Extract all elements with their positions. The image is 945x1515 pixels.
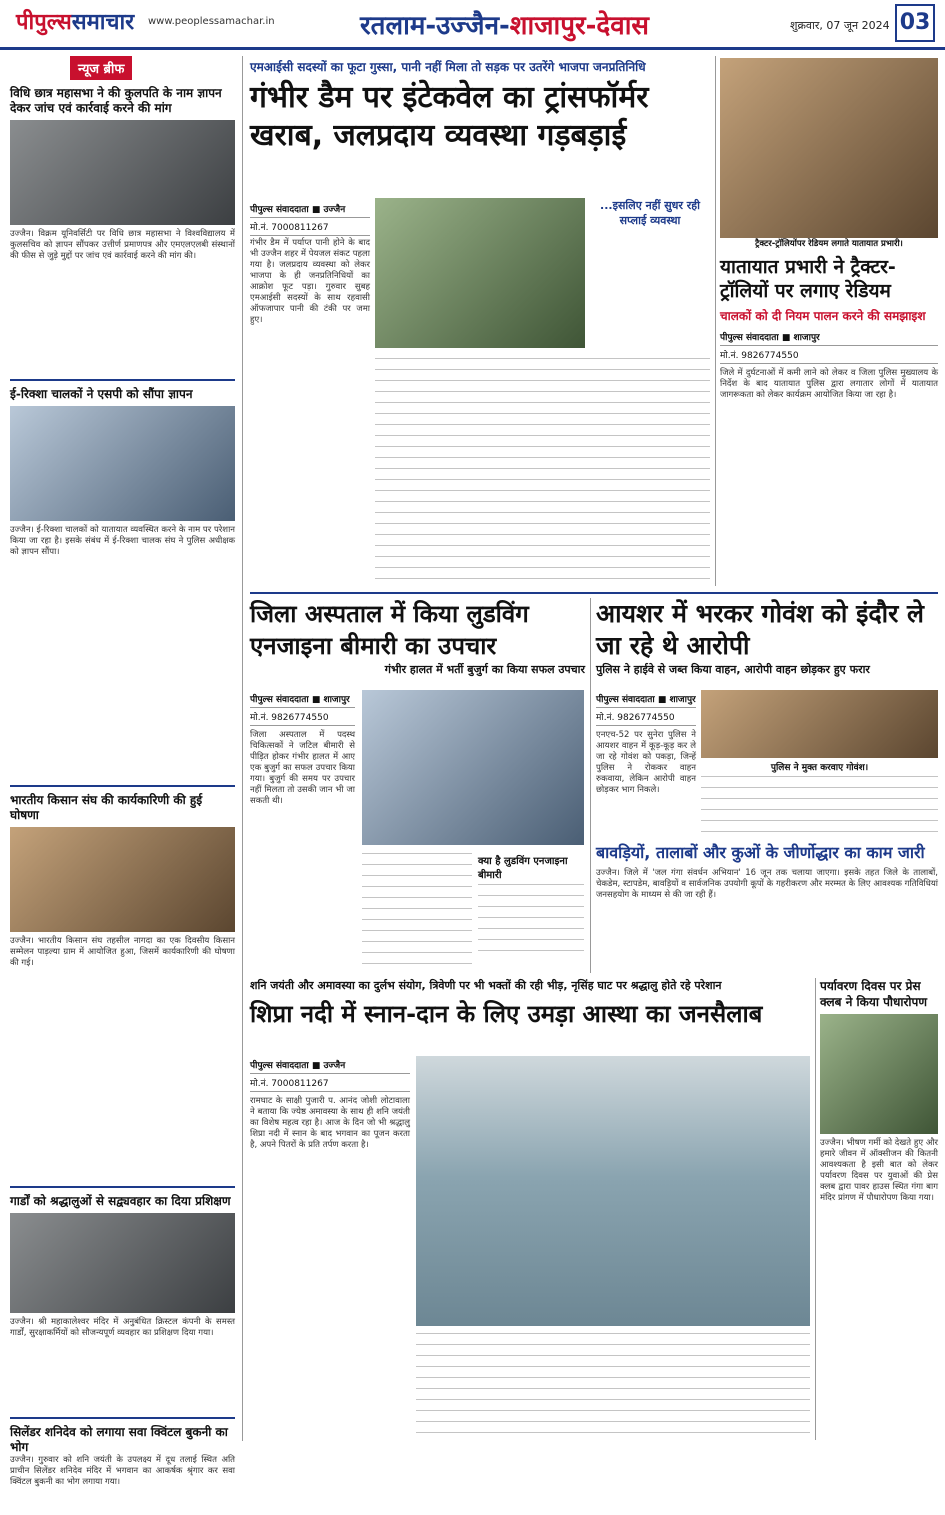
traffic-headline[interactable]: यातायात प्रभारी ने ट्रैक्टर-ट्रॉलियों पर लगाए रेडियम <box>720 256 896 302</box>
env-story <box>820 978 938 1440</box>
hospital-byline-block <box>250 690 355 965</box>
shipra-body-continued <box>416 1333 810 1433</box>
brief-1 <box>10 86 235 374</box>
divider <box>10 785 235 787</box>
shipra-story <box>250 978 810 1440</box>
shipra-byline-block <box>250 1056 410 1436</box>
brief-photo <box>10 827 235 932</box>
lead-headline-2[interactable]: खराब, जलप्रदाय व्यवस्था गड़बड़ाई <box>250 118 627 153</box>
news-brief-tag: न्यूज ब्रीफ <box>70 56 132 80</box>
shipra-body: रामघाट के साक्षी पुजारी प. आनंद जोशी लोटावाला ने बताया कि ज्येष्ठ अमावस्या के साथ ही शनि जयंती का विशेष महत्व रहा है। आज के दिन जो भी श्रद्धालु शिप्रा नदी में स्नान के बाद भगवान का पूजन करता है, अपने पितरों के प्रति तर्पण करता है। <box>250 1096 410 1150</box>
brief-body: उज्जैन। भारतीय किसान संघ तहसील नागदा का एक दिवसीय किसान सम्मेलन पाड़ल्या ग्राम में आयोजित हुआ, जिसमें कार्यकारिणी की घोषणा की गई। <box>10 936 235 968</box>
logo-part-1: पीपुल्स <box>16 10 72 35</box>
column-rule <box>815 978 816 1440</box>
divider <box>10 379 235 381</box>
website-url[interactable]: www.peoplessamachar.in <box>148 16 275 27</box>
hospital-headline[interactable]: जिला अस्पताल में किया लुडविंग एनजाइना बीमारी का उपचार <box>250 600 529 660</box>
news-brief-column <box>10 56 235 1487</box>
issue-date: शुक्रवार, 07 जून 2024 <box>790 19 890 32</box>
byline-mobile: मो.नं. 9826774550 <box>250 708 355 726</box>
divider <box>10 1186 235 1188</box>
cattle-story <box>596 598 938 838</box>
lead-inset <box>590 198 710 362</box>
cattle-body-continued <box>701 776 938 834</box>
hospital-story <box>250 598 585 973</box>
brief-body: उज्जैन। ई-रिक्शा चालकों को यातायात व्यवस्थित करने के नाम पर परेशान किया जा रहा है। इसके संबंध में ई-रिक्शा चालक संघ ने पुलिस अधीक्षक को ज्ञापन सौंपा। <box>10 525 235 557</box>
brief-body: उज्जैन। गुरुवार को शनि जयंती के उपलक्ष्य में दूध तलाई स्थित अति प्राचीन सिलेंडर शनिदेव मंदिर में भगवान का आकर्षक श्रृंगार कर सवा क्विंटल बुकनी का भोग लगाया गया। <box>10 1455 235 1487</box>
inset-title: क्या है लुडविंग एनजाइना बीमारी <box>478 856 568 881</box>
lead-story <box>250 58 710 588</box>
byline: पीपुल्स संवाददाता ■ शाजापुर <box>596 690 696 708</box>
cattle-photo <box>701 690 938 758</box>
shipra-photo <box>416 1056 810 1326</box>
hospital-subhead: गंभीर हालत में भर्ती बुजुर्ग का किया सफल उपचार <box>384 663 585 676</box>
column-rule <box>242 56 243 1441</box>
byline-mobile: मो.नं. 7000811267 <box>250 1074 410 1092</box>
cattle-byline-block <box>596 690 696 726</box>
byline-mobile: मो.नं. 9826774550 <box>596 708 696 726</box>
brief-title: विधि छात्र महासभा ने की कुलपति के नाम ज्ञापन देकर जांच एवं कार्रवाई करने की मांग <box>10 86 222 115</box>
env-photo <box>820 1014 938 1134</box>
env-headline[interactable]: पर्यावरण दिवस पर प्रेस क्लब ने किया पौधारोपण <box>820 979 928 1009</box>
ponds-story <box>596 842 938 972</box>
byline: पीपुल्स संवाददाता ■ उज्जैन <box>250 200 370 218</box>
traffic-subhead: चालकों को दी नियम पालन करने की समझाइश <box>720 309 926 323</box>
hospital-body: जिला अस्पताल में पदस्थ चिकित्सकों ने जटिल बीमारी से पीड़ित होकर गंभीर हालत में आए एक बुजुर्ग का सफल उपचार किया गया। बुजुर्ग की समय पर उपचार नहीं मिलता तो उसकी जान भी जा सकती थी। <box>250 730 355 806</box>
byline: पीपुल्स संवाददाता ■ शाजापुर <box>250 690 355 708</box>
edition-cities <box>360 6 649 42</box>
brief-title: भारतीय किसान संघ की कार्यकारिणी की हुई घोषणा <box>10 793 203 822</box>
brief-4 <box>10 1194 235 1412</box>
byline: पीपुल्स संवाददाता ■ उज्जैन <box>250 1056 410 1074</box>
brief-title: गार्डों को श्रद्धालुओं से सद्व्यवहार का दिया प्रशिक्षण <box>10 1194 231 1208</box>
inset-title: ...इसलिए नहीं सुधर रही सप्लाई व्यवस्था <box>600 199 700 227</box>
brief-body: उज्जैन। विक्रम यूनिवर्सिटी पर विधि छात्र महासभा ने विश्वविद्यालय में कुलसचिव को ज्ञापन सौंपकर उत्तीर्ण प्रमाणपत्र और एमएलएलबी संस्थानों की फीस से जुड़े मुद्दों पर जांच एवं कार्रवाई करने की मांग की। <box>10 229 235 261</box>
shipra-kicker: शनि जयंती और अमावस्या का दुर्लभ संयोग, त्रिवेणी पर भी भक्तों की रही भीड़, नृसिंह घाट पर श्रद्धालु होते रहे परेशान <box>250 979 722 992</box>
hospital-body-continued <box>362 853 472 968</box>
photo-caption: पुलिस ने मुक्त करवाए गोवंश। <box>770 763 869 773</box>
brief-title: ई-रिक्शा चालकों ने एसपी को सौंपा ज्ञापन <box>10 387 193 401</box>
lead-byline-block <box>250 200 370 236</box>
inset-body <box>590 232 710 362</box>
photo-caption: ट्रैक्टर-ट्रॉलियोंपर रेडियम लगाते यातायात प्रभारी। <box>755 239 903 249</box>
cities-blue: रतलाम-उज्जैन- <box>360 11 510 41</box>
byline-mobile: मो.नं. 7000811267 <box>250 218 370 236</box>
column-rule <box>715 56 716 586</box>
ponds-headline[interactable]: बावड़ियों, तालाबों और कुओं के जीर्णोद्धार का काम जारी <box>596 843 925 862</box>
brief-5 <box>10 1425 235 1515</box>
cattle-subhead: पुलिस ने हाईवे से जब्त किया वाहन, आरोपी वाहन छोड़कर हुए फरार <box>596 663 870 676</box>
shipra-headline[interactable]: शिप्रा नदी में स्नान-दान के लिए उमड़ा आस्था का जनसैलाब <box>250 1000 763 1028</box>
env-body: उज्जैन। भीषण गर्मी को देखते हुए और हमारे जीवन में ऑक्सीजन की कितनी आवश्यकता है इसी बात को लेकर पर्यावरण दिवस पर युवाओं की प्रेस क्लब द्वारा पावर हाउस स्थित गंगा बाग मंदिर प्रांगण में पौधारोपण किया गया। <box>820 1138 938 1203</box>
lead-photo <box>375 198 585 348</box>
logo-part-2: समाचार <box>71 10 135 35</box>
masthead <box>0 0 945 50</box>
lead-headline-1[interactable]: गंभीर डैम पर इंटेकवेल का ट्रांसफॉर्मर <box>250 80 649 115</box>
inset-body <box>478 884 584 959</box>
lead-body-continued <box>375 358 710 583</box>
cities-red: शाजापुर-देवास <box>509 11 650 41</box>
ludwig-inset <box>478 853 584 959</box>
byline: पीपुल्स संवाददाता ■ शाजापुर <box>720 328 938 346</box>
traffic-story <box>720 58 938 588</box>
brief-photo <box>10 1213 235 1313</box>
lead-kicker: एमआईसी सदस्यों का फूटा गुस्सा, पानी नहीं मिला तो सड़क पर उतरेंगे भाजपा जनप्रतिनिधि <box>250 60 646 74</box>
hospital-photo <box>362 690 584 845</box>
brief-title: सिलेंडर शनिदेव को लगाया सवा क्विंटल बुकनी का भोग <box>10 1425 228 1454</box>
divider <box>10 1417 235 1419</box>
tractor-photo <box>720 58 938 238</box>
brief-body: उज्जैन। श्री महाकालेश्वर मंदिर में अनुबंधित क्रिस्टल कंपनी के समस्त गार्डों, सुरक्षाकर्मियों को सौजन्यपूर्ण व्यवहार का प्रशिक्षण दिया गया। <box>10 1317 235 1338</box>
ponds-body: उज्जैन। जिले में 'जल गंगा संवर्धन अभियान' 16 जून तक चलाया जाएगा। इसके तहत जिले के तालाबों, चेकडेम, स्टापडेम, बावड़ियों व सार्वजनिक उपयोगी कूपों के गहरीकरण और मरम्मत के लिए आवश्यक गतिविधियां जनसहयोग के माध्यम से की जा रही हैं। <box>596 868 938 900</box>
brief-photo <box>10 120 235 225</box>
brief-photo <box>10 406 235 521</box>
lead-body: गंभीर डैम में पर्याप्त पानी होने के बाद भी उज्जैन शहर में पेयजल संकट पहला गया है। जलप्रदाय व्यवस्था को लेकर भाजपा के ही जनप्रतिनिधियों का आक्रोश फूट पड़ा। गुरुवार सुबह एमआईसी सदस्यों के साथ रहवासी ऑफजापार पानी की टंकी पर जमा हुए। <box>250 238 370 325</box>
page-number: 03 <box>895 4 935 42</box>
column-rule <box>590 598 591 973</box>
brief-3 <box>10 793 235 1181</box>
byline-mobile: मो.नं. 9826774550 <box>720 346 938 364</box>
cattle-body: एनएच-52 पर सुनेरा पुलिस ने आयशर वाहन में कूड़-कूड़ कर ले जा रहे गोवंश को पकड़ा, जिन्हें पुलिस ने रोककर वाहन रुकवाया, लेकिन आरोपी वाहन छोड़कर भाग निकले। <box>596 730 696 795</box>
traffic-body: जिले में दुर्घटनाओं में कमी लाने को लेकर व जिला पुलिस मुख्यालय के निर्देश के बाद यातायात पुलिस द्वारा लगातार लोगों में यातायात जागरूकता को लेकर कार्यक्रम आयोजित किया जा रहा है। <box>720 368 938 400</box>
cattle-headline[interactable]: आयशर में भरकर गोवंश को इंदौर ले जा रहे थे आरोपी <box>596 599 924 660</box>
section-divider <box>250 592 938 594</box>
newspaper-logo[interactable] <box>16 6 134 36</box>
brief-2 <box>10 387 235 780</box>
